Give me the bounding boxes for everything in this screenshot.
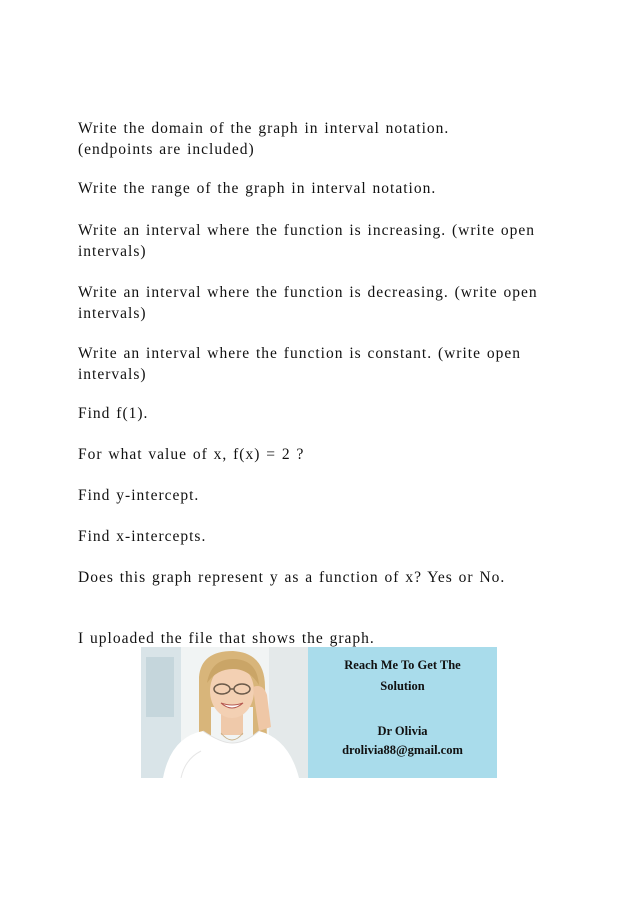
question-constant <box>78 343 521 385</box>
question-x-intercepts <box>78 526 206 547</box>
upload-note <box>78 628 375 649</box>
contact-headline-2: Solution <box>380 679 425 693</box>
question-line: intervals) <box>78 305 147 322</box>
question-line: Write the range of the graph in interval notation. <box>78 180 437 197</box>
question-line: Write an interval where the function is increasing. (write open <box>78 222 536 239</box>
tutor-photo <box>141 647 308 778</box>
question-line: (endpoints are included) <box>78 141 255 158</box>
question-line: Does this graph represent y as a function of x? Yes or No. <box>78 569 506 586</box>
question-line: Write an interval where the function is constant. (write open <box>78 345 521 362</box>
question-line: Write the domain of the graph in interval notation. <box>78 120 450 137</box>
question-domain <box>78 118 449 160</box>
question-line: Find y-intercept. <box>78 487 200 504</box>
question-y-intercept <box>78 485 199 506</box>
question-is-function <box>78 567 505 588</box>
question-line: For what value of x, f(x) = 2 ? <box>78 446 305 463</box>
question-range <box>78 178 436 199</box>
question-line: I uploaded the file that shows the graph. <box>78 630 375 647</box>
question-increasing <box>78 220 535 262</box>
contact-banner <box>141 647 497 778</box>
question-value-of-x <box>78 444 304 465</box>
question-line: intervals) <box>78 243 147 260</box>
contact-info <box>308 647 497 778</box>
tutor-name: Dr Olivia <box>377 724 428 738</box>
question-decreasing <box>78 282 538 324</box>
contact-headline: Reach Me To Get The <box>344 658 461 672</box>
tutor-email[interactable]: drolivia88@gmail.com <box>342 743 463 757</box>
question-find-f1 <box>78 403 148 424</box>
question-line: Write an interval where the function is decreasing. (write open <box>78 284 538 301</box>
question-line: Find x-intercepts. <box>78 528 207 545</box>
woman-with-glasses-image <box>141 647 308 778</box>
question-line: intervals) <box>78 366 147 383</box>
question-line: Find f(1). <box>78 405 149 422</box>
